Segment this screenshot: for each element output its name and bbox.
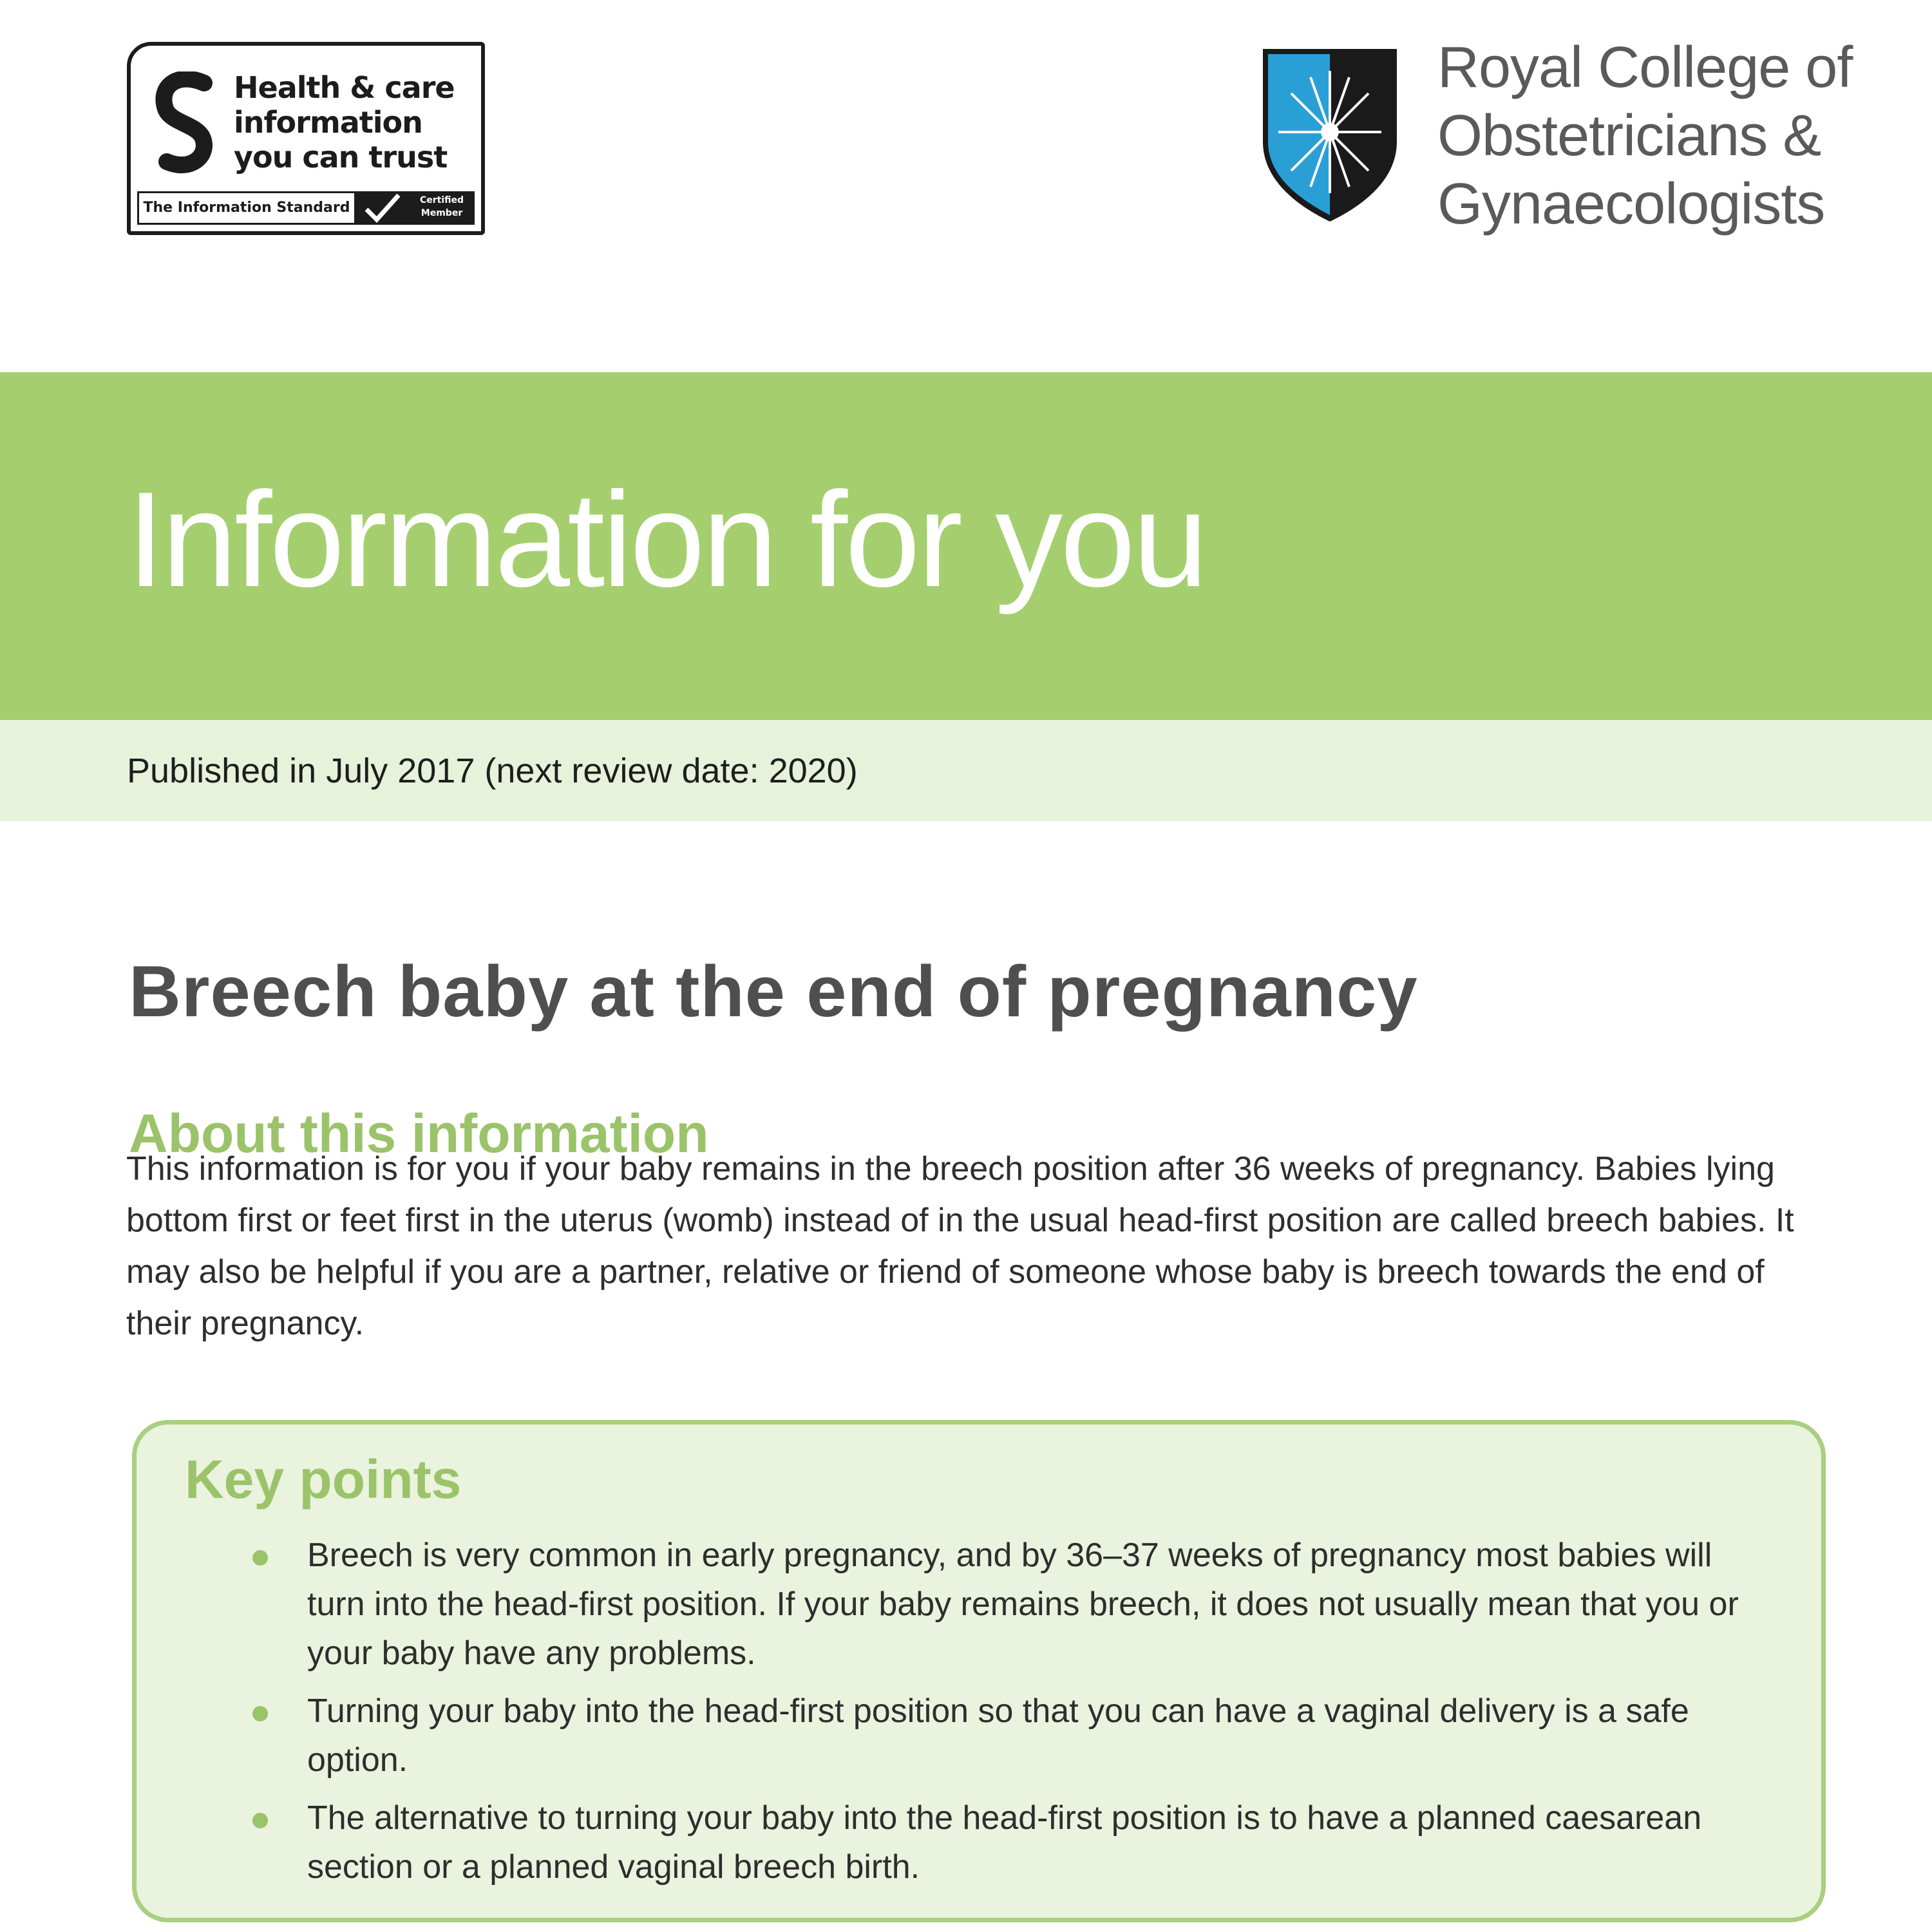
information-standard-logo — [127, 42, 485, 235]
rcog-line-1: Royal College of — [1437, 35, 1853, 100]
key-points-list — [137, 1531, 1821, 1900]
publication-date: Published in July 2017 (next review date: 2020) — [127, 752, 858, 790]
trust-line-3: you can trust — [234, 140, 448, 175]
certified-member-badge — [356, 191, 475, 225]
key-point-item — [137, 1794, 1821, 1891]
key-point-text: Breech is very common in early pregnancy, and by 36–37 weeks of pregnancy most babies will turn into the head-first position. If your baby remains breech, it does not usually mean that you or your baby have any problems. — [307, 1537, 1739, 1672]
key-point-item — [137, 1687, 1821, 1785]
key-points-heading: Key points — [185, 1449, 462, 1510]
key-points-box — [132, 1420, 1826, 1922]
bullet-icon — [252, 1706, 268, 1721]
cert-line-1: Certified — [419, 195, 464, 205]
information-banner — [0, 372, 1932, 720]
key-point-text: The alternative to turning your baby into the head-first position is to have a planned caesarean section or a planned vaginal breech birth. — [307, 1799, 1702, 1886]
check-icon — [363, 193, 401, 223]
certified-member-text — [413, 194, 471, 220]
publication-strip — [0, 720, 1932, 821]
bullet-icon — [252, 1813, 268, 1828]
cert-line-2: Member — [421, 208, 463, 218]
rcog-name — [1437, 33, 1888, 238]
trust-line-1: Health & care — [234, 70, 455, 105]
key-point-text: Turning your baby into the head-first position so that you can have a vaginal delivery is a safe option. — [307, 1692, 1689, 1779]
information-standard-mark-icon — [153, 71, 223, 181]
rcog-line-2: Obstetricians & — [1437, 104, 1821, 168]
trust-line-2: information — [234, 105, 422, 140]
rcog-shield-icon — [1259, 45, 1401, 225]
rcog-line-3: Gynaecologists — [1437, 172, 1825, 236]
about-heading: About this information — [129, 1103, 709, 1164]
document-title: Breech baby at the end of pregnancy — [129, 951, 1418, 1032]
information-standard-text — [234, 70, 478, 175]
banner-title: Information for you — [127, 464, 1206, 615]
information-standard-footer — [137, 191, 475, 225]
bullet-icon — [252, 1550, 268, 1566]
key-point-item — [137, 1531, 1821, 1678]
about-body: This information is for you if your baby remains in the breech position after 36 weeks of pregnancy. Babies lying bottom first or feet first in the uterus (womb) instead of in the usual head-first position are called breech babies. It may also be helpful if you are a partner, relative or friend of someone whose baby is breech towards the end of their pregnancy. — [126, 1150, 1794, 1342]
information-standard-label: The Information Standard — [137, 191, 356, 225]
